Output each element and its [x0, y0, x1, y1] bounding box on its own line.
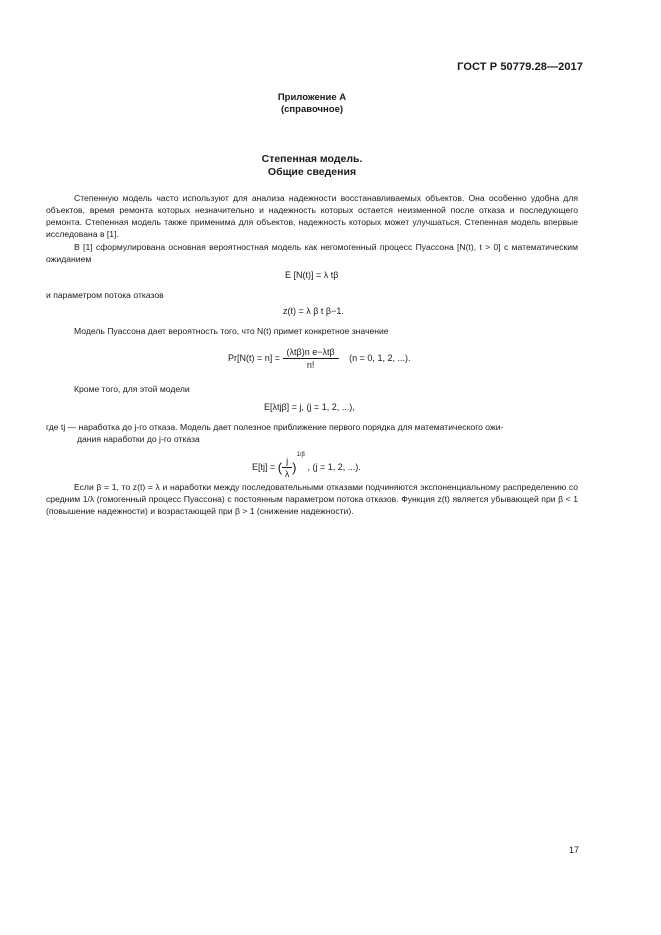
equation-jth-failure-text: E[λtjβ] = j, (j = 1, 2, ...),: [264, 402, 355, 412]
equation-expected-condition: , (j = 1, 2, ...).: [307, 462, 361, 472]
paragraph-rate-intro: и параметром потока отказов: [46, 290, 164, 300]
equation-jth-failure: [264, 402, 355, 412]
appendix-subtitle: (справочное): [280, 104, 344, 115]
equation-failure-rate-text: z(t) = λ β t β−1.: [283, 306, 344, 316]
equation-expected-numerator: j: [282, 456, 292, 468]
equation-poisson-probability: [228, 347, 410, 370]
equation-expected-fraction: [282, 456, 292, 479]
equation-poisson-denominator: n!: [306, 360, 315, 370]
paragraph-additionally: Кроме того, для этой модели: [74, 384, 190, 394]
equation-expectation-text: E [N(t)] = λ tβ: [285, 270, 339, 280]
appendix-heading: [46, 92, 578, 116]
standard-code: ГОСТ Р 50779.28—2017: [457, 61, 583, 73]
equation-expectation: [285, 270, 338, 280]
section-title-line1: Степенная модель.: [261, 153, 363, 165]
paragraph-model: В [1] сформулирована основная вероятностная модель как негомогенный процесс Пуассона [N(t), t > 0] с математическим ожиданием: [46, 242, 578, 264]
page-number: 17: [568, 845, 579, 855]
equation-poisson-fraction: [283, 347, 339, 370]
paragraph-where-line2: дания наработки до j-го отказа: [77, 434, 200, 444]
equation-poisson-condition: (n = 0, 1, 2, ...).: [349, 352, 411, 363]
paragraph-intro: Степенную модель часто используют для анализа надежности восстанавливаемых объектов. Она особенно удобна для объектов, время ремонта которых незначительно и надежность которых остается неизменной после отказа и последующего ремонта. Степенная модель также применима для объектов, надежность которых может улучшаться. Степенная модель впервые исследована в [1].: [46, 193, 578, 239]
equation-expected-time: [252, 452, 361, 479]
left-paren: (: [277, 460, 283, 476]
right-paren: ): [292, 460, 297, 476]
equation-expected-denominator: λ: [284, 469, 290, 480]
equation-failure-rate: [283, 306, 344, 316]
paragraph-where-line1: где tj — наработка до j-го отказа. Модель дает полезное приближение первого порядка для математического ожи-: [46, 422, 504, 432]
section-title-line2: Общие сведения: [267, 166, 357, 178]
equation-expected-left: E[tj] =: [252, 462, 276, 472]
equation-expected-exponent: 1/β: [296, 452, 305, 458]
equation-poisson-numerator: (λtβ)n e−λtβ: [283, 347, 339, 359]
section-heading: [46, 153, 578, 179]
appendix-title: Приложение А: [277, 92, 347, 103]
equation-poisson-left: Pr[N(t) = n] =: [228, 352, 281, 363]
paragraph-conclusion: Если β = 1, то z(t) = λ и наработки между последовательными отказами подчиняются экспоненциальному распределению со средним 1/λ (гомогенный процесс Пуассона) с постоянным параметром потока отказов. Функция z(t) является убывающей при β < 1 (повышение надежности) и возрастающей при β > 1 (снижение надежности).: [46, 482, 578, 516]
paragraph-poisson: Модель Пуассона дает вероятность того, что N(t) примет конкретное значение: [74, 326, 389, 336]
